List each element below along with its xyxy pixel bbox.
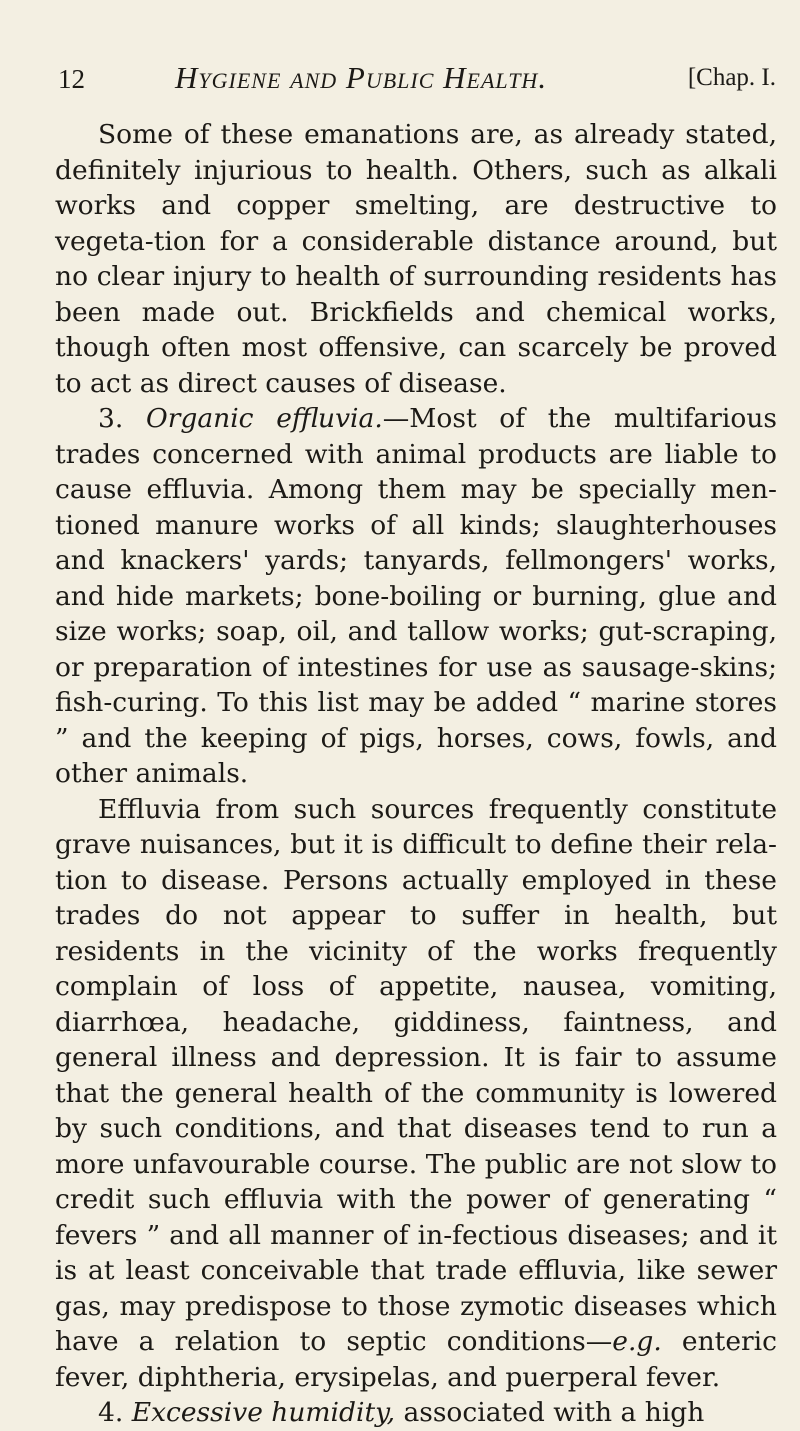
paragraph-text: enteric fever, diphtheria, erysipelas, and puerperal fever. xyxy=(55,1326,777,1393)
paragraph-effluvia-sources xyxy=(55,792,777,1396)
paragraph-text: Effluvia from such sources frequently constitute grave nuisances, but it is difficult to define their rela-tion to disease. Persons actually employed in these trades do not appear to suffer in health, but residents in the vicinity of the works frequently complain of loss of appetite, nausea, vomiting, diarrhœa, headache, giddiness, faintness, and general illness and depression. It is fair to assume that the general health of the community is lowered by such conditions, and that diseases tend to run a more unfavourable course. The public are not slow to credit such effluvia with the power of generating “ fevers ” and all manner of in-fectious diseases; and it is at least conceivable that trade effluvia, like sewer gas, may predispose to those zymotic diseases which have a relation to septic conditions— xyxy=(55,793,777,1357)
paragraph-text: associated with a high xyxy=(395,1397,705,1428)
chapter-reference: [Chap. I. xyxy=(687,64,776,91)
em-dash: — xyxy=(382,403,410,434)
paragraph-excessive-humidity xyxy=(55,1395,777,1431)
paragraph-emanations: Some of these emanations are, as already stated, definitely injurious to health. Others, such as alkali works and copper smelting, are destructive to vegeta-tion for a considerable distance around, but no clear injury to health of surrounding residents has been made out. Brickfields and chemical works, though often most offensive, can scarcely be proved to act as direct causes of disease. xyxy=(55,119,777,399)
body-text xyxy=(55,117,777,1431)
section-number: 4. xyxy=(98,1397,124,1428)
paragraph-text: Most of the multifarious trades concerned with animal products are liable to cause effluvia. Among them may be specially men-tioned manure works of all kinds; slaughterhouses and knackers' yards; tanyards, fellmongers' works, and hide markets; bone-boiling or burning, glue and size works; soap, oil, and tallow works; gut-scraping, or preparation of intestines for use as sausage-skins; fish-curing. To this list may be added “ marine stores ” and the keeping of pigs, horses, cows, fowls, and other animals. xyxy=(55,403,777,789)
section-number: 3. xyxy=(98,403,124,434)
section-heading: Excessive humidity, xyxy=(131,1397,396,1428)
section-heading: Organic effluvia. xyxy=(145,403,383,434)
abbreviation-eg: e.g. xyxy=(612,1326,662,1357)
paragraph-organic-effluvia xyxy=(55,401,777,792)
page-header xyxy=(58,60,776,104)
page-number: 12 xyxy=(58,64,85,94)
running-title: Hygiene and Public Health. xyxy=(175,60,548,95)
